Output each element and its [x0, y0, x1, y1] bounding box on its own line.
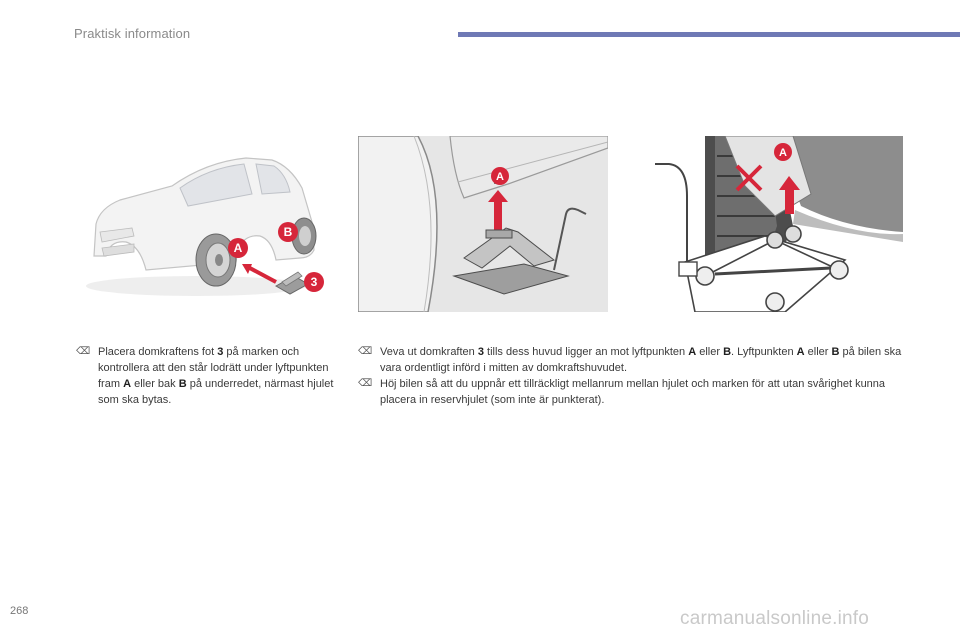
watermark: carmanualsonline.info [680, 608, 870, 629]
instruction-column-left [76, 344, 338, 408]
instruction-column-right [358, 344, 906, 408]
checkbox-arrow-icon: ⌫ [358, 378, 373, 389]
label-b: B [283, 225, 293, 239]
page-number: 268 [10, 605, 29, 617]
section-title: Praktisk information [74, 26, 191, 41]
instruction-raise-car: ⌫ Höj bilen så att du uppnår ett tillräckligt mellanrum mellan hjulet och marken för att utan svårighet kunna placera in reservhjulet (som inte är punkterat). [358, 378, 886, 406]
instruction-extend-jack: ⌫ Veva ut domkraften 3 tills dess huvud ligger an mot lyftpunkten A eller B. Lyftpunkten A eller B på bilen ska vara ordentligt införd i mitten av domkraftshuvudet. [358, 346, 902, 374]
label-a: A [233, 241, 243, 255]
label-a-closeup: A [779, 147, 787, 159]
checkbox-arrow-icon: ⌫ [358, 346, 373, 357]
label-3: 3 [310, 275, 318, 289]
checkbox-arrow-icon: ⌫ [76, 346, 91, 357]
instruction-place-jack: ⌫ Placera domkraftens fot 3 på marken och kontrollera att den står lodrätt under lyftpunkten fram A eller bak B på underredet, närmast hjulet som ska bytas. [76, 346, 334, 406]
label-a-side: A [496, 171, 504, 183]
